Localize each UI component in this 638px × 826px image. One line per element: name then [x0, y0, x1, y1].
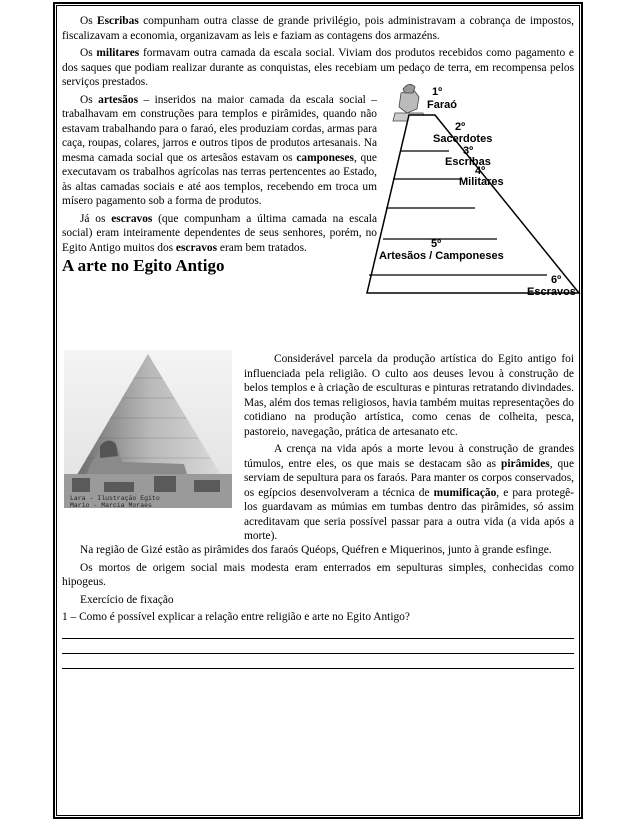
paragraph-artesaos: Os artesãos – inseridos na maior camada da escala social – trabalhavam em construções para templos e pirâmides, quando não estavam trabalhando para o faraó, eles produziam cordas, armas para caça, roupas, colares, jarros e outros tipos de produtos artesanais. Na mesma camada social que os artesãos estavam os camponeses, que executavam os trabalhos agrícolas nas terras pertencentes ao Estado, às altas camadas sociais e até aos templos, recebendo em troca um mísero pagamento sob a forma de produtos. — [62, 93, 377, 207]
level-6-name: Escravos — [527, 286, 576, 298]
answer-line[interactable] — [62, 643, 574, 654]
exercise-title: Exercício de fixação — [80, 593, 174, 606]
paragraph-giza: Na região de Gizé estão as pirâmides dos faraós Quéops, Quéfren e Miquerinos, junto à grande esfinge. — [80, 544, 552, 556]
art-text-column — [244, 352, 574, 547]
answer-line[interactable] — [62, 628, 574, 639]
answer-line[interactable] — [62, 658, 574, 669]
level-1-name: Faraó — [427, 99, 457, 111]
lower-section — [62, 543, 574, 673]
question-1: 1 – Como é possível explicar a relação entre religião e arte no Egito Antigo? — [62, 611, 410, 623]
paragraph-escribas: Os Escribas compunham outra classe de grande privilégio, pois administravam a cobrança de impostos, fiscalizavam a economia, organizavam as leis e faziam as contagens dos armazéns. — [62, 15, 574, 42]
paragraph-hipogeus: Os mortos de origem social mais modesta eram enterrados em sepulturas simples, conhecidas como hipogeus. — [62, 561, 574, 588]
sphinx-pyramid-photo — [64, 350, 232, 508]
photo-caption-1: Lara - Ilustração Egito — [70, 495, 160, 502]
level-4-number: 4º — [475, 165, 486, 177]
level-4-name: Militares — [459, 176, 504, 188]
level-5-name: Artesãos / Camponeses — [379, 250, 504, 262]
level-2-number: 2º — [455, 121, 466, 133]
paragraph-art-2: A crença na vida após a morte levou à construção de grandes túmulos, entre eles, os que mais se destacam são as pirâmides, que serviam de sepultura para os faraós. Para manter os corpos conservados, os egípcios desenvolveram a técnica de mumificação, e para protegê-los guardavam as múmias em tumbas dentro das pirâmides, só assim acreditavam que seria possível passar para a outra vida (a vida após a morte). — [244, 443, 574, 542]
photo-caption-2: Mario - Marcia Moraes — [70, 502, 152, 508]
paragraph-art-1: Considerável parcela da produção artística do Egito antigo foi influenciada pela religião. O culto aos deuses levou à construção de belos templos e à criação de esculturas e pinturas retratando divindades. Mas, além dos temas religiosos, havia também muitas representações do cotidiano na produção artística, como cenas de colheita, pesca, pastoreio, navegação, prática de artesanato etc. — [244, 353, 574, 438]
level-6-number: 6º — [551, 274, 562, 286]
level-3-number: 3º — [463, 145, 474, 157]
paragraph-militares: Os militares formavam outra camada da escala social. Viviam dos produtos recebidos como pagamento e dos saques que podiam realizar durante as conquistas, eles recebiam um pedaço de terra, em recompensa pelos serviços prestados. — [62, 47, 574, 88]
level-1-number: 1º — [432, 86, 443, 98]
level-3-name: Escribas — [445, 156, 491, 168]
level-5-number: 5º — [431, 238, 442, 250]
level-2-name: Sacerdotes — [433, 133, 493, 145]
social-pyramid-diagram — [357, 75, 582, 305]
section-title: A arte no Egito Antigo — [62, 256, 225, 275]
paragraph-escravos: Já os escravos (que compunham a última camada na escala social) eram inteiramente dependentes de seus senhores, porém, no Egito Antigo muitos dos escravos eram bem tratados. — [62, 212, 377, 254]
